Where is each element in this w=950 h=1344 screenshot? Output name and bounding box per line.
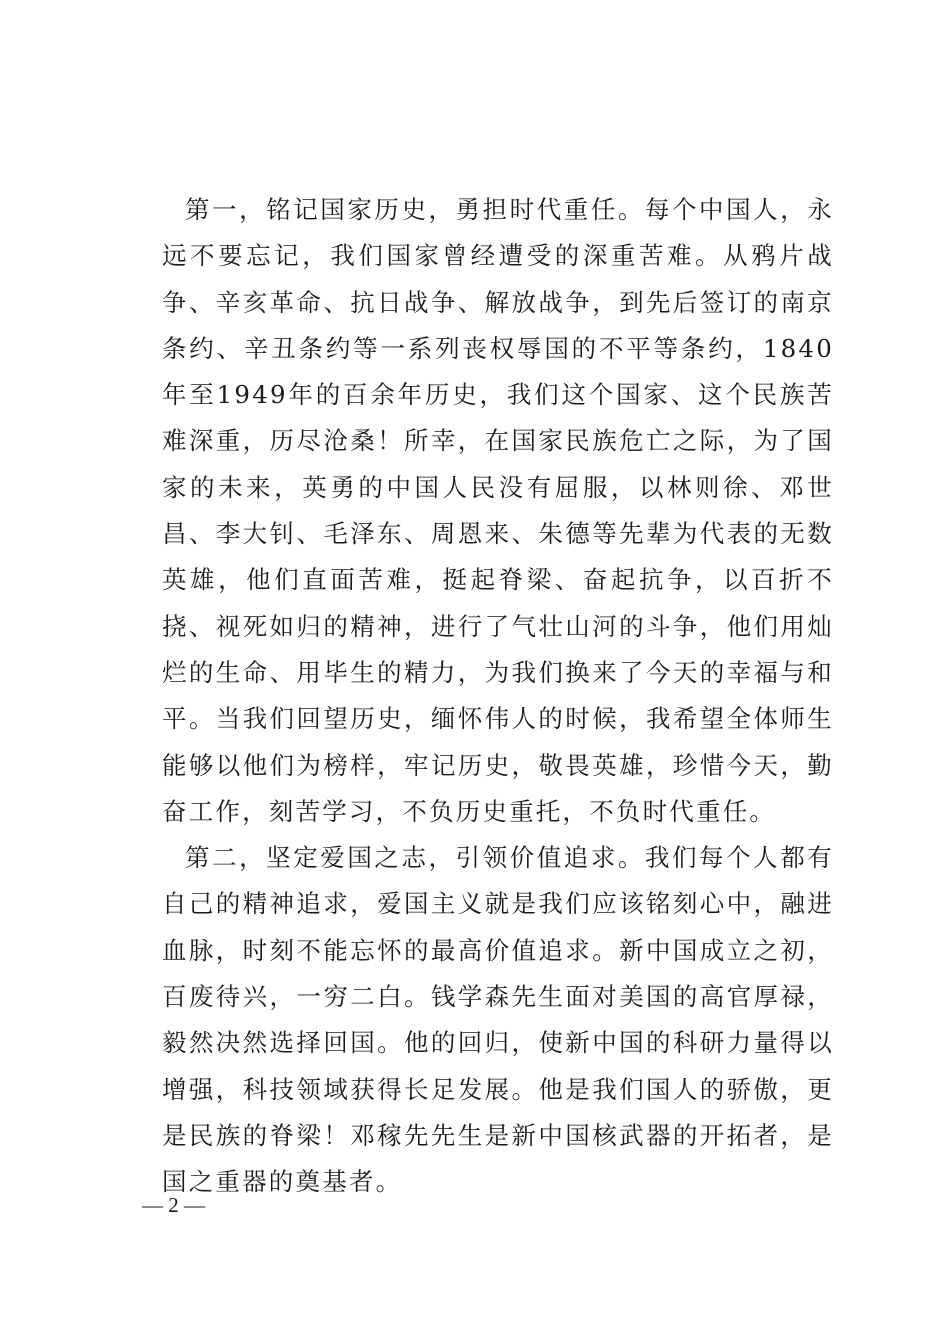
- page-number: — 2 —: [142, 1193, 205, 1217]
- paragraph-patriotism: 第二，坚定爱国之志，引领价值追求。我们每个人都有自己的精神追求，爱国主义就是我们应该铭刻心中，融进血脉，时刻不能忘怀的最高价值追求。新中国成立之初，百废待兴，一穷二白。钱学森先生面对美国的高官厚禄，毅然决然选择回国。他的回归，使新中国的科研力量得以增强，科技领域获得长足发展。他是我们国人的骄傲，更是民族的脊梁！邓稼先先生是新中国核武器的开拓者，是国之重器的奠基者。: [162, 843, 834, 1197]
- body-text: [162, 187, 834, 1206]
- paragraph-history: 第一，铭记国家历史，勇担时代重任。每个中国人，永远不要忘记，我们国家曾经遭受的深重苦难。从鸦片战争、辛亥革命、抗日战争、解放战争，到先后签订的南京条约、辛丑条约等一系列丧权辱国的不平等条约，1840年至1949年的百余年历史，我们这个国家、这个民族苦难深重，历尽沧桑！所幸，在国家民族危亡之际，为了国家的未来，英勇的中国人民没有屈服，以林则徐、邓世昌、李大钊、毛泽东、周恩来、朱德等先辈为代表的无数英雄，他们直面苦难，挺起脊梁、奋起抗争，以百折不挠、视死如归的精神，进行了气壮山河的斗争，他们用灿烂的生命、用毕生的精力，为我们换来了今天的幸福与和平。当我们回望历史，缅怀伟人的时候，我希望全体师生能够以他们为榜样，牢记历史，敬畏英雄，珍惜今天，勤奋工作，刻苦学习，不负历史重托，不负时代重任。: [162, 195, 834, 826]
